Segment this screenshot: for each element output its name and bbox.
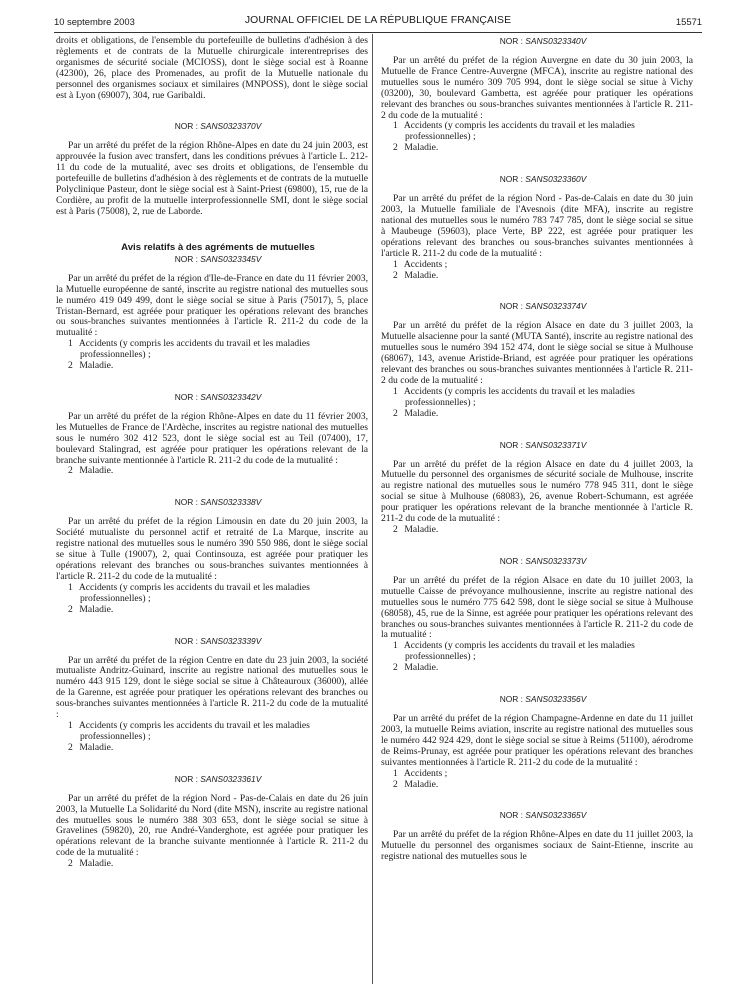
notice-paragraph: Par un arrêté du préfet de la région d'Ile-de-France en date du 11 février 2003, la Mutuelle européenne de santé, inscrite au registre national des mutuelles sous le numéro 419 049 499, dont le siège social se situe à Paris (75017), 5, place Tristan-Bernard, est agréée pour pratiquer les opérations relevant des branches ou sous-branches suivantes mentionnées à l'article R. 211-2 du code de la mutualité : (56, 272, 368, 339)
nor-reference: NOR : SANS0323345V (174, 253, 262, 264)
list-item: 2 Maladie. (393, 269, 439, 281)
list-item: 2 Maladie. (68, 360, 114, 372)
left-column (56, 36, 368, 870)
branch-list (56, 583, 368, 616)
branch-list (381, 641, 693, 674)
nor-reference: NOR : SANS0323356V (499, 694, 587, 705)
notice-paragraph: Par un arrêté du préfet de la région Rhône-Alpes en date du 11 février 2003, les Mutuelles de France de l'Ardèche, inscrites au registre national des mutuelles sous le numéro 302 412 523, dont le siège social est au Teil (07400), 17, boulevard Stalingrad, est agréée pour pratiquer les opérations relevant de la branche suivante mentionnée à l'article R. 211-2 du code de la mutualité : (56, 410, 368, 466)
column-separator (372, 34, 373, 984)
nor-reference: NOR : SANS0323374V (499, 301, 587, 312)
notice-paragraph: Par un arrêté du préfet de la région Limousin en date du 20 juin 2003, la Société mutualiste du personnel actif et retraité de La Marque, inscrite au registre national des mutuelles sous le numéro 390 550 986, dont le siège social se situe à Tulle (19007), 2, quai Continsouza, est agréée pour pratiquer les opérations relevant des branches ou sous-branches suivantes mentionnées à l'article R. 211-2 du code de la mutualité : (56, 516, 368, 582)
list-item: 1 Accidents (y compris les accidents du travail et les maladies professionnelles) ; (393, 385, 635, 408)
notice-paragraph: Par un arrêté du préfet de la région Champagne-Ardenne en date du 11 juillet 2003, la mutuelle Reims aviation, inscrite au registre national des mutuelles sous le numéro 442 924 429, dont le siège social se situe à Reims (51100), aérodrome de Reims-Prunay, est agréée pour pratiquer les opérations relevant des branches suivantes mentionnées à l'article R. 211-2 du code de la mutualité : (381, 713, 693, 768)
branch-list (56, 339, 368, 372)
header-rule (54, 32, 702, 33)
nor-reference: NOR : SANS0323371V (499, 439, 587, 450)
nor-reference: NOR : SANS0323361V (174, 773, 262, 784)
list-item: 2 Maladie. (393, 407, 439, 419)
notice-paragraph: Par un arrêté du préfet de la région Rhône-Alpes en date du 24 juin 2003, est approuvée la fusion avec transfert, dans les conditions prévues à l'article L. 212-11 du code de la mutualité, avec ses droits et obligations, de l'ensemble du portefeuille de bulletins d'adhésion à des règlements et de contrats de la mutuelle Polyclinique Pasteur, dont le siège social est à Saint-Priest (69800), 15, rue de la Cordière, au profit de la mutuelle interprofessionnelle SMI, dont le siège social est à Paris (75008), 2, rue de Laborde. (56, 140, 368, 217)
branch-list (56, 466, 368, 477)
nor-reference: NOR : SANS0323339V (174, 635, 262, 646)
page-number: 15571 (675, 16, 702, 27)
list-item: 1 Accidents (y compris les accidents du travail et les maladies professionnelles) ; (393, 640, 635, 663)
branch-list (381, 121, 693, 154)
branch-list (56, 859, 368, 870)
list-item: 2 Maladie. (68, 465, 114, 477)
list-item: 2 Maladie. (393, 778, 439, 790)
list-item: 1 Accidents (y compris les accidents du travail et les maladies professionnelles) ; (68, 581, 310, 604)
list-item: 2 Maladie. (393, 524, 439, 535)
notice-paragraph: Par un arrêté du préfet de la région Rhône-Alpes en date du 11 juillet 2003, la Mutuelle du personnel des organismes sociaux de Saint-Etienne, inscrite au registre national des mutuelles sous le (381, 829, 693, 863)
list-item: 1 Accidents (y compris les accidents du travail et les maladies professionnelles) ; (68, 338, 310, 361)
branch-list (381, 769, 693, 791)
nor-reference: NOR : SANS0323340V (499, 36, 587, 46)
notice-paragraph: Par un arrêté du préfet de la région Nord - Pas-de-Calais en date du 26 juin 2003, la Mutuelle La Solidarité du Nord (dite MSN), inscrite au registre national des mutuelles sous le numéro 388 303 653, dont le siège social se situe à Gravelines (59820), 20, rue André-Vanderghote, est agréée pour pratiquer les opérations relevant de la branche suivante mentionnée à l'article R. 211-2 du code de la mutualité : (56, 792, 368, 859)
right-column (381, 36, 693, 863)
branch-list (381, 387, 693, 420)
notice-paragraph: Par un arrêté du préfet de la région Alsace en date du 10 juillet 2003, la mutuelle Caisse de prévoyance mulhousienne, inscrite au registre national des mutuelles sous le numéro 775 642 598, dont le siège social se situe à Mulhouse (68058), 45, rue de la Sinne, est agréée pour pratiquer les opérations relevant des branches ou sous-branches suivantes mentionnées à l'article R. 211-2 du code de la mutualité : (381, 574, 693, 641)
journal-title: JOURNAL OFFICIEL DE LA RÉPUBLIQUE FRANÇAISE (244, 15, 512, 26)
page-header (54, 14, 702, 30)
nor-reference: NOR : SANS0323342V (174, 391, 262, 402)
list-item: 1 Accidents ; (393, 258, 448, 270)
branch-list (381, 525, 693, 536)
nor-reference: NOR : SANS0323373V (499, 555, 587, 566)
notice-paragraph: Par un arrêté du préfet de la région Alsace en date du 3 juillet 2003, la Mutuelle alsacienne pour la santé (MUTA Santé), inscrite au registre national des mutuelles sous le numéro 394 152 474, dont le siège social se situe à Mulhouse (68067), 143, avenue Aristide-Briand, est agréée pour pratiquer les opérations relevant des branches ou sous-branches suivantes mentionnées à l'article R. 211-2 du code de la mutualité : (381, 320, 693, 386)
section-title: Avis relatifs à des agréments de mutuelles (121, 241, 315, 253)
branch-list (381, 260, 693, 282)
nor-reference: NOR : SANS0323338V (174, 497, 262, 508)
list-item: 1 Accidents (y compris les accidents du travail et les maladies professionnelles) ; (393, 120, 635, 143)
list-item: 2 Maladie. (68, 858, 114, 870)
list-item: 2 Maladie. (393, 662, 439, 674)
continued-paragraph: droits et obligations, de l'ensemble du portefeuille de bulletins d'adhésion à des règlements et de contrats de la Mutuelle chirurgicale interentreprises des organismes de sécurité sociale (MCIOSS), dont le siège social est à Roanne (42300), 26, place des Promenades, au profit de la Mutuelle nationale du personnel des organismes sociaux et similaires (MNPOSS), dont le siège social est à Lyon (69007), 304, rue Garibaldi. (56, 35, 368, 101)
list-item: 1 Accidents ; (393, 767, 448, 779)
branch-list (56, 721, 368, 754)
list-item: 1 Accidents (y compris les accidents du travail et les maladies professionnelles) ; (68, 719, 310, 742)
list-item: 2 Maladie. (68, 603, 114, 615)
list-item: 2 Maladie. (393, 142, 439, 154)
notice-paragraph: Par un arrêté du préfet de la région Auvergne en date du 30 juin 2003, la Mutuelle de France Centre-Auvergne (MFCA), inscrite au registre national des mutuelles sous le numéro 309 705 994, dont le siège social se situe à Vichy (03200), 30, boulevard Gambetta, est agréée pour pratiquer les opérations relevant des branches ou sous-branches suivantes mentionnées à l'article R. 211-2 du code de la mutualité : (381, 55, 693, 121)
notice-paragraph: Par un arrêté du préfet de la région Alsace en date du 4 juillet 2003, la Mutuelle du personnel des organismes de sécurité sociale de Mulhouse, inscrite au registre national des mutuelles sous le numéro 778 945 311, dont le siège social se situe à Mulhouse (68083), 26, avenue Robert-Schumann, est agréée pour pratiquer les opérations relevant de la branche mentionnée à l'article R. 211-2 du code de la mutualité : (381, 458, 693, 525)
issue-date: 10 septembre 2003 (54, 16, 135, 27)
notice-paragraph: Par un arrêté du préfet de la région Nord - Pas-de-Calais en date du 30 juin 2003, la Mutuelle familiale de l'Avesnois (dite MFA), inscrite au registre national des mutuelles sous le numéro 783 747 785, dont le siège social se situe à Maubeuge (59603), place Verte, BP 222, est agréée pour pratiquer les opérations relevant des branches ou sous-branches suivantes mentionnées à l'article R. 211-2 du code de la mutualité : (381, 193, 693, 259)
nor-reference: NOR : SANS0323365V (499, 810, 587, 821)
nor-reference: NOR : SANS0323370V (174, 121, 262, 132)
list-item: 2 Maladie. (68, 741, 114, 753)
nor-reference: NOR : SANS0323360V (499, 174, 587, 185)
notice-paragraph: Par un arrêté du préfet de la région Centre en date du 23 juin 2003, la société mutualiste Andritz-Guinard, inscrite au registre national des mutuelles sous le numéro 443 915 129, dont le siège social se situe à Châteauroux (36000), allée de la Garenne, est agréée pour pratiquer les opérations relevant des branches ou sous-branches suivantes mentionnées à l'article R. 211-2 du code de la mutualité : (56, 654, 368, 721)
